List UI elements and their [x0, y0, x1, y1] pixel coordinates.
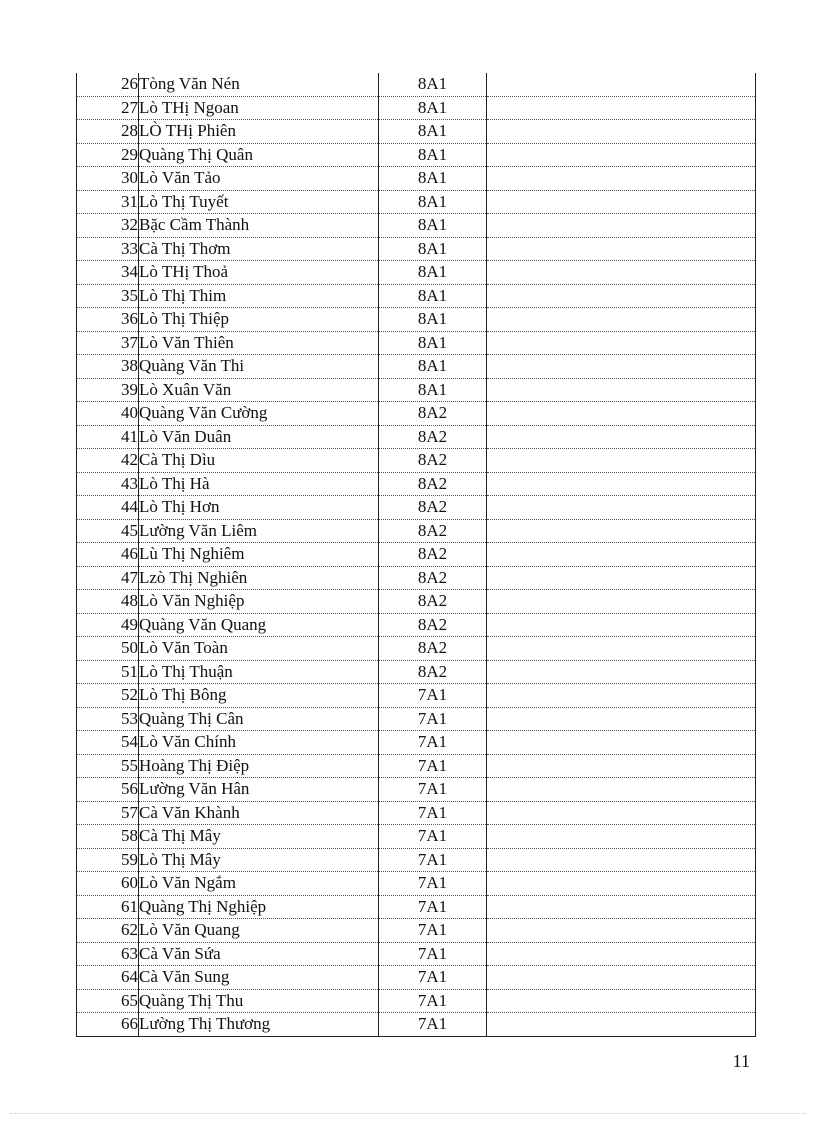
table-row — [77, 237, 756, 261]
note-cell — [487, 425, 756, 449]
class-name: 7A1 — [379, 801, 487, 825]
row-number: 39 — [77, 378, 139, 402]
note-cell — [487, 355, 756, 379]
class-name: 8A2 — [379, 425, 487, 449]
note-cell — [487, 96, 756, 120]
student-name: Lường Văn Liêm — [139, 519, 379, 543]
row-number: 48 — [77, 590, 139, 614]
table-row — [77, 73, 756, 96]
class-name: 7A1 — [379, 872, 487, 896]
class-name: 7A1 — [379, 731, 487, 755]
class-name: 8A1 — [379, 355, 487, 379]
student-name: Quàng Thị Nghiệp — [139, 895, 379, 919]
note-cell — [487, 167, 756, 191]
row-number: 56 — [77, 778, 139, 802]
note-cell — [487, 73, 756, 96]
class-name: 7A1 — [379, 895, 487, 919]
table-row — [77, 872, 756, 896]
row-number: 47 — [77, 566, 139, 590]
student-name: Lường Thị Thương — [139, 1013, 379, 1037]
table-row — [77, 637, 756, 661]
row-number: 28 — [77, 120, 139, 144]
student-name: Quàng Thị Thu — [139, 989, 379, 1013]
table-row — [77, 895, 756, 919]
class-name: 8A1 — [379, 284, 487, 308]
table-row — [77, 167, 756, 191]
row-number: 55 — [77, 754, 139, 778]
row-number: 32 — [77, 214, 139, 238]
table-row — [77, 825, 756, 849]
note-cell — [487, 778, 756, 802]
table-row — [77, 566, 756, 590]
class-name: 8A2 — [379, 496, 487, 520]
student-name: Lò Xuân Văn — [139, 378, 379, 402]
row-number: 53 — [77, 707, 139, 731]
class-name: 8A2 — [379, 566, 487, 590]
student-name: Lò Văn Nghiệp — [139, 590, 379, 614]
table-row — [77, 378, 756, 402]
note-cell — [487, 684, 756, 708]
table-row — [77, 284, 756, 308]
note-cell — [487, 143, 756, 167]
note-cell — [487, 660, 756, 684]
class-name: 7A1 — [379, 942, 487, 966]
table-row — [77, 707, 756, 731]
row-number: 60 — [77, 872, 139, 896]
student-name: Lò Thị Thuận — [139, 660, 379, 684]
student-name: Cà Thị Thơm — [139, 237, 379, 261]
student-name: Lò Thị Hơn — [139, 496, 379, 520]
class-name: 7A1 — [379, 919, 487, 943]
row-number: 65 — [77, 989, 139, 1013]
table-row — [77, 214, 756, 238]
row-number: 51 — [77, 660, 139, 684]
row-number: 41 — [77, 425, 139, 449]
table-row — [77, 590, 756, 614]
note-cell — [487, 637, 756, 661]
table-row — [77, 143, 756, 167]
class-name: 8A1 — [379, 73, 487, 96]
table-row — [77, 425, 756, 449]
table-row — [77, 120, 756, 144]
student-name: LÒ THị Phiên — [139, 120, 379, 144]
footer-divider — [10, 1113, 806, 1114]
row-number: 50 — [77, 637, 139, 661]
note-cell — [487, 237, 756, 261]
table-row — [77, 331, 756, 355]
note-cell — [487, 120, 756, 144]
class-name: 8A1 — [379, 214, 487, 238]
row-number: 40 — [77, 402, 139, 426]
row-number: 59 — [77, 848, 139, 872]
note-cell — [487, 402, 756, 426]
row-number: 58 — [77, 825, 139, 849]
student-name: Lò THị Thoả — [139, 261, 379, 285]
table-row — [77, 754, 756, 778]
note-cell — [487, 1013, 756, 1037]
student-name: Cà Văn Sung — [139, 966, 379, 990]
class-name: 7A1 — [379, 707, 487, 731]
table-row — [77, 660, 756, 684]
student-name: Lzò Thị Nghiên — [139, 566, 379, 590]
class-name: 8A2 — [379, 519, 487, 543]
class-name: 8A1 — [379, 190, 487, 214]
row-number: 45 — [77, 519, 139, 543]
student-name: Lù Thị Nghiêm — [139, 543, 379, 567]
row-number: 38 — [77, 355, 139, 379]
row-number: 37 — [77, 331, 139, 355]
student-name: Lò Thị Thiệp — [139, 308, 379, 332]
student-name: Lò Thị Hà — [139, 472, 379, 496]
note-cell — [487, 190, 756, 214]
student-name: Lò Văn Thiên — [139, 331, 379, 355]
row-number: 54 — [77, 731, 139, 755]
class-name: 8A2 — [379, 472, 487, 496]
note-cell — [487, 754, 756, 778]
note-cell — [487, 472, 756, 496]
class-name: 8A1 — [379, 331, 487, 355]
row-number: 43 — [77, 472, 139, 496]
table-row — [77, 496, 756, 520]
row-number: 46 — [77, 543, 139, 567]
note-cell — [487, 707, 756, 731]
row-number: 57 — [77, 801, 139, 825]
table-row — [77, 942, 756, 966]
student-name: Lò Văn Ngắm — [139, 872, 379, 896]
row-number: 62 — [77, 919, 139, 943]
table-row — [77, 1013, 756, 1037]
student-name: Bặc Cầm Thành — [139, 214, 379, 238]
row-number: 61 — [77, 895, 139, 919]
note-cell — [487, 378, 756, 402]
student-name: Lò Văn Toàn — [139, 637, 379, 661]
note-cell — [487, 942, 756, 966]
table-row — [77, 684, 756, 708]
note-cell — [487, 261, 756, 285]
student-name: Lò Thị Thim — [139, 284, 379, 308]
student-name: Lò Thị Mây — [139, 848, 379, 872]
note-cell — [487, 496, 756, 520]
note-cell — [487, 872, 756, 896]
note-cell — [487, 308, 756, 332]
note-cell — [487, 214, 756, 238]
class-name: 8A1 — [379, 167, 487, 191]
table-row — [77, 190, 756, 214]
class-name: 8A1 — [379, 308, 487, 332]
student-name: Lò Thị Tuyết — [139, 190, 379, 214]
class-name: 7A1 — [379, 754, 487, 778]
note-cell — [487, 590, 756, 614]
student-name: Lò Văn Chính — [139, 731, 379, 755]
note-cell — [487, 543, 756, 567]
row-number: 35 — [77, 284, 139, 308]
class-name: 7A1 — [379, 1013, 487, 1037]
class-name: 8A1 — [379, 237, 487, 261]
note-cell — [487, 731, 756, 755]
table-row — [77, 543, 756, 567]
table-row — [77, 402, 756, 426]
row-number: 66 — [77, 1013, 139, 1037]
row-number: 27 — [77, 96, 139, 120]
student-name: Lò THị Ngoan — [139, 96, 379, 120]
note-cell — [487, 331, 756, 355]
note-cell — [487, 284, 756, 308]
class-name: 8A2 — [379, 613, 487, 637]
class-name: 7A1 — [379, 989, 487, 1013]
class-name: 7A1 — [379, 684, 487, 708]
note-cell — [487, 449, 756, 473]
note-cell — [487, 566, 756, 590]
student-name: Quàng Thị Cân — [139, 707, 379, 731]
row-number: 42 — [77, 449, 139, 473]
table-row — [77, 355, 756, 379]
note-cell — [487, 801, 756, 825]
class-name: 8A1 — [379, 143, 487, 167]
table-row — [77, 801, 756, 825]
row-number: 63 — [77, 942, 139, 966]
student-name: Hoàng Thị Điệp — [139, 754, 379, 778]
row-number: 33 — [77, 237, 139, 261]
page-number: 11 — [732, 1051, 750, 1071]
row-number: 49 — [77, 613, 139, 637]
class-name: 8A2 — [379, 543, 487, 567]
student-name: Cà Văn Khành — [139, 801, 379, 825]
student-roster-table — [76, 73, 756, 1037]
table-row — [77, 966, 756, 990]
table-row — [77, 96, 756, 120]
class-name: 7A1 — [379, 848, 487, 872]
class-name: 8A2 — [379, 402, 487, 426]
row-number: 30 — [77, 167, 139, 191]
student-name: Lò Thị Bông — [139, 684, 379, 708]
student-name: Lò Văn Duân — [139, 425, 379, 449]
student-name: Lò Văn Tảo — [139, 167, 379, 191]
student-name: Cà Thị Dìu — [139, 449, 379, 473]
student-name: Quàng Văn Quang — [139, 613, 379, 637]
table-row — [77, 308, 756, 332]
table-row — [77, 989, 756, 1013]
row-number: 26 — [77, 73, 139, 96]
row-number: 31 — [77, 190, 139, 214]
student-name: Cà Văn Sứa — [139, 942, 379, 966]
row-number: 29 — [77, 143, 139, 167]
student-name: Quàng Thị Quân — [139, 143, 379, 167]
table-row — [77, 778, 756, 802]
class-name: 7A1 — [379, 966, 487, 990]
class-name: 7A1 — [379, 778, 487, 802]
note-cell — [487, 989, 756, 1013]
note-cell — [487, 895, 756, 919]
student-name: Quàng Văn Cường — [139, 402, 379, 426]
note-cell — [487, 919, 756, 943]
student-name: Tòng Văn Nén — [139, 73, 379, 96]
row-number: 52 — [77, 684, 139, 708]
table-row — [77, 519, 756, 543]
roster-body — [77, 73, 756, 1036]
table-row — [77, 919, 756, 943]
table-row — [77, 731, 756, 755]
class-name: 8A1 — [379, 96, 487, 120]
student-name: Cà Thị Mây — [139, 825, 379, 849]
class-name: 8A1 — [379, 120, 487, 144]
class-name: 7A1 — [379, 825, 487, 849]
note-cell — [487, 966, 756, 990]
class-name: 8A2 — [379, 590, 487, 614]
student-name: Lò Văn Quang — [139, 919, 379, 943]
student-name: Lường Văn Hân — [139, 778, 379, 802]
row-number: 44 — [77, 496, 139, 520]
note-cell — [487, 825, 756, 849]
note-cell — [487, 613, 756, 637]
class-name: 8A2 — [379, 449, 487, 473]
table-row — [77, 613, 756, 637]
note-cell — [487, 848, 756, 872]
class-name: 8A1 — [379, 378, 487, 402]
row-number: 34 — [77, 261, 139, 285]
class-name: 8A1 — [379, 261, 487, 285]
student-name: Quàng Văn Thi — [139, 355, 379, 379]
row-number: 64 — [77, 966, 139, 990]
class-name: 8A2 — [379, 637, 487, 661]
note-cell — [487, 519, 756, 543]
table-row — [77, 449, 756, 473]
table-row — [77, 472, 756, 496]
table-row — [77, 261, 756, 285]
class-name: 8A2 — [379, 660, 487, 684]
table-row — [77, 848, 756, 872]
row-number: 36 — [77, 308, 139, 332]
